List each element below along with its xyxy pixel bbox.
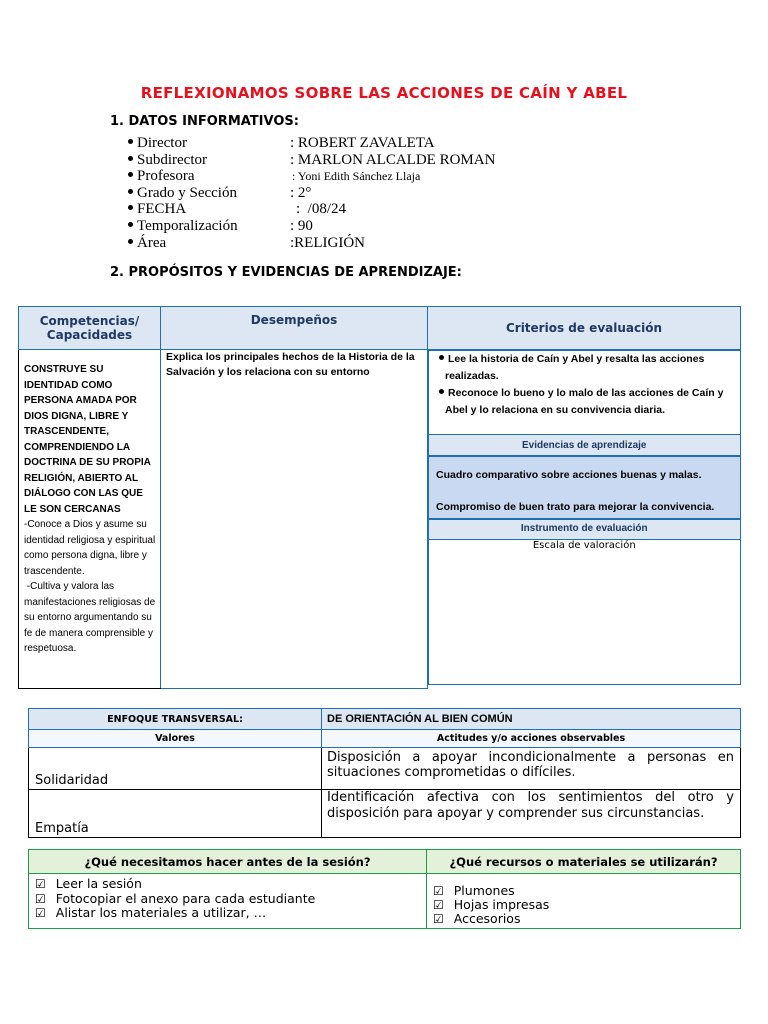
recurso-text: Hojas impresas — [453, 897, 550, 912]
bullet-icon — [128, 139, 133, 144]
capacidad-1: -Conoce a Dios y asume su identidad religiosa y espiritual como persona digna, libre y trascendente. — [24, 519, 156, 577]
info-value: :RELIGIÓN — [290, 234, 365, 251]
bullet-icon — [128, 205, 133, 210]
criterios-cell — [428, 350, 741, 689]
competencia-text: CONSTRUYE SU IDENTIDAD COMO PERSONA AMADA POR DIOS DIGNA, LIBRE Y TRASCENDENTE, COMPRENDIENDO LA DOCTRINA DE SU PROPIA RELIGIÓN, ABIERTO AL DIÁLOGO CON LAS QUE LE SON CERCANAS — [24, 364, 151, 515]
bullet-icon — [128, 222, 133, 227]
checkbox-icon: ☑ — [433, 884, 444, 898]
checkbox-icon: ☑ — [433, 912, 444, 926]
header-antes-sesion: ¿Qué necesitamos hacer antes de la sesión? — [29, 850, 427, 874]
valor-solidaridad: Solidaridad — [29, 748, 322, 790]
valores-header: Valores — [29, 730, 322, 748]
enfoque-value: DE ORIENTACIÓN AL BIEN COMÚN — [322, 709, 741, 730]
bullet-icon — [128, 239, 133, 244]
bullet-icon — [439, 355, 444, 360]
bullet-icon — [128, 156, 133, 161]
evidencia-2: Compromiso de buen trato para mejorar la convivencia. — [436, 501, 715, 513]
criterios-list — [428, 350, 741, 434]
evidencia-1: Cuadro comparativo sobre acciones buenas y malas. — [436, 469, 702, 481]
instrumento-cell: Escala de valoración — [428, 540, 741, 685]
evidencias-header: Evidencias de aprendizaje — [428, 434, 741, 456]
actitud-empatia: Identificación afectiva con los sentimientos del otro y disposición para apoyar y comprender sus circunstancias. — [322, 790, 741, 838]
antes-list — [29, 874, 427, 929]
recurso-item — [433, 912, 740, 926]
antes-item — [35, 906, 426, 921]
info-value: : Yoni Edith Sánchez Llaja — [292, 169, 421, 184]
bullet-icon — [128, 189, 133, 194]
antes-text: Alistar los materiales a utilizar, … — [55, 905, 267, 920]
page-title: REFLEXIONAMOS SOBRE LAS ACCIONES DE CAÍN Y ABEL — [140, 84, 628, 102]
info-label: Subdirector — [137, 151, 207, 168]
criterio-item — [439, 385, 736, 419]
antes-text: Fotocopiar el anexo para cada estudiante — [55, 890, 316, 906]
enfoque-label: ENFOQUE TRANSVERSAL: — [29, 709, 322, 730]
checkbox-icon: ☑ — [35, 891, 46, 906]
antes-item — [35, 877, 426, 892]
checkbox-icon: ☑ — [35, 906, 46, 920]
info-row-fecha — [128, 201, 548, 218]
bullet-icon — [128, 172, 133, 177]
antes-text: Leer la sesión — [55, 876, 142, 891]
info-label: Área — [137, 234, 167, 251]
info-row-area — [128, 235, 548, 252]
info-label: Profesora — [137, 168, 195, 185]
info-row-subdirector — [128, 152, 548, 169]
info-row-temporalizacion — [128, 218, 548, 235]
instrumento-header: Instrumento de evaluación — [428, 519, 741, 540]
info-value: : 90 — [290, 217, 313, 234]
actitudes-header: Actitudes y/o acciones observables — [322, 730, 741, 748]
actitud-solidaridad: Disposición a apoyar incondicionalmente a personas en situaciones comprometidas o difíciles. — [322, 748, 741, 790]
info-row-profesora — [128, 168, 548, 185]
desempeno-cell: Explica los principales hechos de la Historia de la Salvación y los relaciona con su entorno — [161, 350, 428, 689]
section-datos-informativos: 1. DATOS INFORMATIVOS: — [110, 114, 299, 129]
propositos-table — [18, 306, 741, 689]
checkbox-icon: ☑ — [35, 877, 46, 891]
evidencias-cell — [428, 456, 741, 519]
criterio-text: Lee la historia de Caín y Abel y resalta las acciones realizadas. — [445, 353, 705, 382]
info-value: : ROBERT ZAVALETA — [290, 135, 435, 151]
recurso-item — [433, 884, 740, 898]
recurso-item — [433, 898, 740, 912]
header-recursos: ¿Qué recursos o materiales se utilizarán? — [427, 850, 741, 874]
enfoque-table — [28, 708, 741, 838]
header-criterios: Criterios de evaluación — [428, 307, 741, 350]
preparacion-table — [28, 849, 741, 929]
header-competencias: Competencias/ Capacidades — [19, 307, 161, 350]
recursos-list — [427, 874, 741, 929]
info-list — [128, 135, 548, 251]
info-value: : /08/24 — [296, 201, 347, 218]
bullet-icon — [439, 389, 444, 394]
info-value: : 2° — [290, 184, 312, 201]
info-value: : MARLON ALCALDE ROMAN — [290, 151, 496, 168]
info-label: Director — [137, 135, 187, 151]
recurso-text: Accesorios — [453, 911, 521, 926]
section-propositos: 2. PROPÓSITOS Y EVIDENCIAS DE APRENDIZAJE: — [110, 265, 462, 280]
antes-item — [35, 892, 426, 907]
info-row-grado — [128, 185, 548, 202]
competencia-cell — [19, 350, 161, 689]
checkbox-icon: ☑ — [433, 898, 444, 912]
capacidad-2: -Cultiva y valora las manifestaciones religiosas de su entorno argumentando su fe de manera comprensible y respetuosa. — [24, 581, 158, 654]
info-label: Grado y Sección — [137, 184, 237, 201]
info-label: Temporalización — [137, 217, 238, 234]
header-desempenos: Desempeños — [161, 307, 428, 350]
criterio-text: Reconoce lo bueno y lo malo de las acciones de Caín y Abel y lo relaciona en su convivencia diaria. — [445, 387, 724, 416]
criterio-item — [439, 351, 736, 385]
info-label: FECHA — [137, 201, 187, 218]
valor-empatia: Empatía — [29, 790, 322, 838]
info-row-director — [128, 135, 548, 152]
recurso-text: Plumones — [453, 883, 515, 898]
